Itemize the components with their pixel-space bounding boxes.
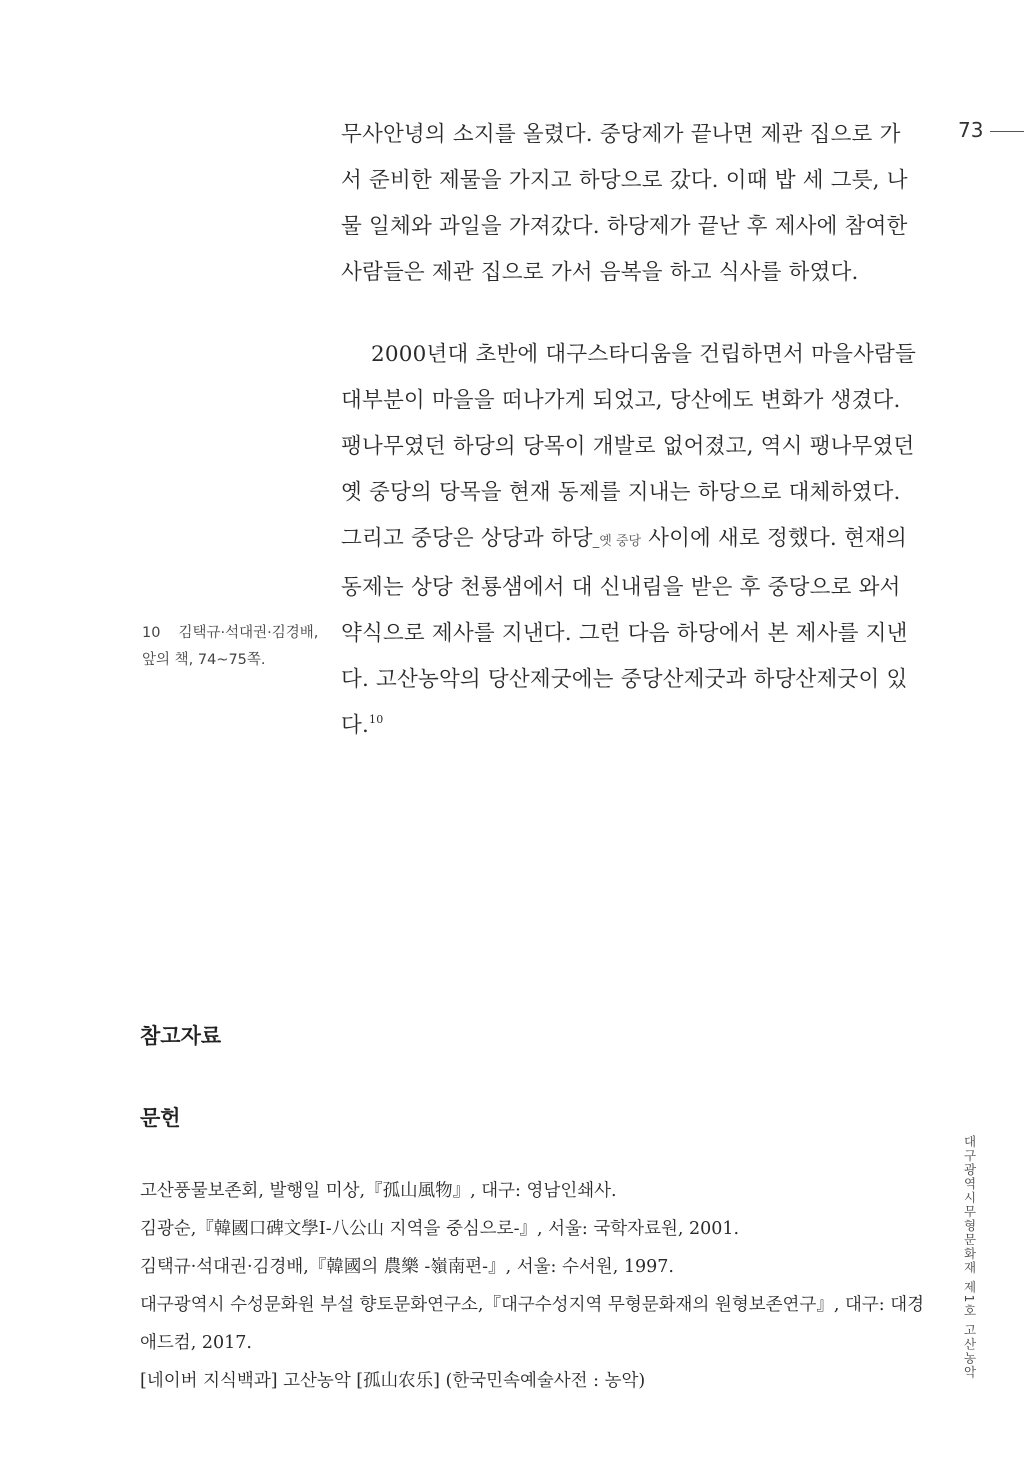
- paragraph-2-text: [341, 332, 921, 749]
- body-paragraph-1: [341, 112, 921, 296]
- running-title-vertical: 대구광역시무형문화재 제1호 고산농악: [962, 1135, 977, 1380]
- reference-item: 김택규·석대권·김경배,『韓國의 農樂 -嶺南편-』, 서울: 수서원, 1997.: [140, 1257, 674, 1277]
- reference-item: 대구광역시 수성문화원 부설 향토문화연구소,『대구수성지역 무형문화재의 원형보존연구』, 대구: 대경애드컴, 2017.: [140, 1295, 925, 1353]
- footnote-number: 10: [142, 625, 161, 641]
- inline-note: _옛 중당: [592, 534, 642, 549]
- references-heading: 참고자료: [140, 1024, 222, 1048]
- footnote: [142, 620, 322, 674]
- reference-list: [140, 1172, 930, 1400]
- reference-item: 김광순,『韓國口碑文學Ⅰ-八公山 지역을 중심으로-』, 서울: 국학자료원, 2001.: [140, 1219, 740, 1239]
- body-paragraph-2: [341, 332, 921, 749]
- paragraph-1-text: 무사안녕의 소지를 올렸다. 중당제가 끝나면 제관 집으로 가서 준비한 제물을 가지고 하당으로 갔다. 이때 밥 세 그릇, 나물 일체와 과일을 가져갔다. 하당제가 끝난 후 제사에 참여한 사람들은 제관 집으로 가서 음복을 하고 식사를 하였다.: [341, 122, 908, 285]
- reference-item: [네이버 지식백과] 고산농악 [孤山农乐] (한국민속예술사전 : 농악): [140, 1371, 646, 1391]
- footnote-reference[interactable]: 10: [369, 713, 384, 726]
- paragraph-2-part2: 사이에 새로 정했다. 현재의 동제는 상당 천룡샘에서 대 신내림을 받은 후 중당으로 와서 약식으로 제사를 지낸다. 그런 다음 하당에서 본 제사를 지낸다. 고산농악의 당산제굿에는 중당산제굿과 하당산제굿이 있다.: [341, 526, 908, 738]
- page-number-rule: [990, 131, 1024, 132]
- paragraph-2-part1: 2000년대 초반에 대구스타디움을 건립하면서 마을사람들 대부분이 마을을 떠나가게 되었고, 당산에도 변화가 생겼다. 팽나무였던 하당의 당목이 개발로 없어졌고, 역시 팽나무였던 옛 중당의 당목을 현재 동제를 지내는 하당으로 대체하였다. 그리고 중당은 상당과 하당: [341, 342, 916, 551]
- footnote-text: 김택규·석대권·김경배, 앞의 책, 74~75쪽.: [142, 625, 319, 668]
- literature-heading: 문헌: [140, 1106, 181, 1130]
- page-number: 73: [958, 118, 984, 142]
- reference-item: 고산풍물보존회, 발행일 미상,『孤山風物』, 대구: 영남인쇄사.: [140, 1181, 617, 1201]
